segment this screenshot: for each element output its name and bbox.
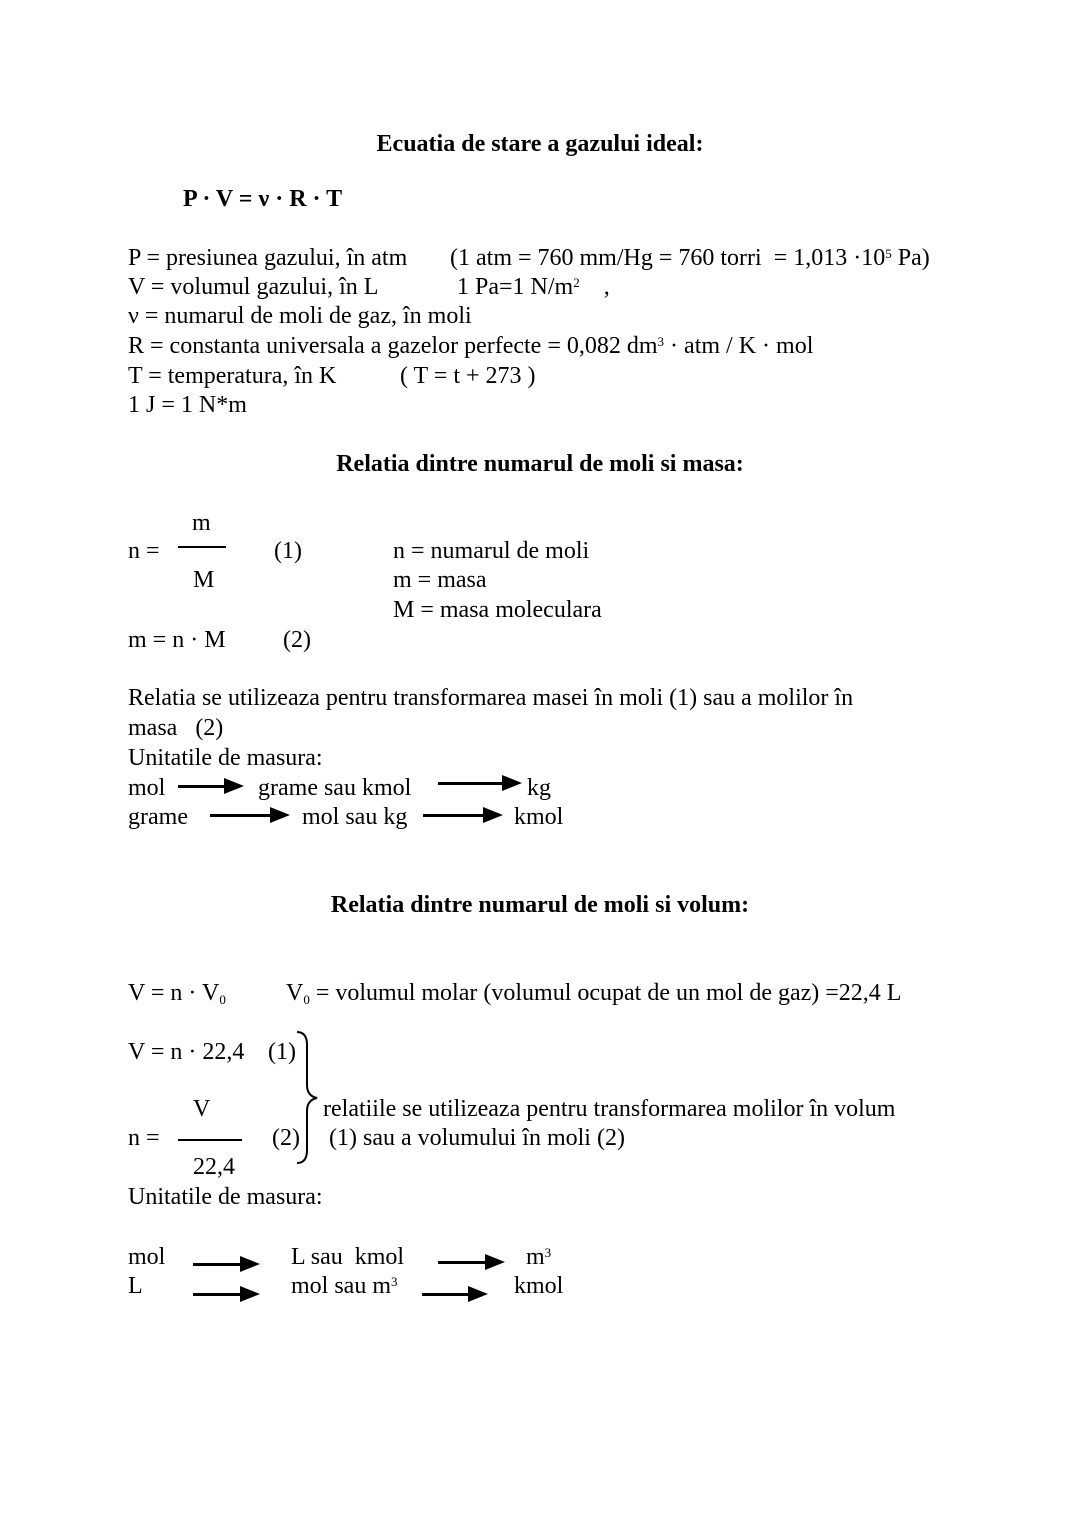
frac-lhs-n: n = xyxy=(128,538,160,564)
arrow-right-icon xyxy=(193,1256,260,1272)
def-t: T = temperatura, în K xyxy=(128,363,337,389)
def-p-note: (1 atm = 760 mm/Hg = 760 torri = $1,013 \cdot 10^5$ Pa) xyxy=(450,245,930,271)
def-r: R = constanta universala a gazelor perfecte = 0,082 $dm^3$ · atm / K · mol xyxy=(128,333,814,359)
arrow-right-icon xyxy=(438,1254,505,1270)
heading-moles-volume: Relatia dintre numarul de moli si volum: xyxy=(330,892,750,918)
arrow-right-icon xyxy=(178,778,244,794)
frac-lhs-n: n = xyxy=(128,1125,160,1151)
unit-kmol: kmol xyxy=(514,1273,564,1299)
ideal-gas-equation: P · V = ν · R · T xyxy=(183,186,343,212)
unit-mol: mol xyxy=(128,775,166,801)
def-M: M = masa moleculara xyxy=(393,597,602,623)
frac-numerator-v: V xyxy=(193,1096,211,1122)
unit-kmol: kmol xyxy=(514,804,564,830)
label-1: (1) xyxy=(274,538,302,564)
arrow-right-icon xyxy=(423,807,503,823)
unit-grame: grame xyxy=(128,804,188,830)
frac-numerator-m: m xyxy=(192,510,211,536)
volume-units-label: Unitatile de masura: xyxy=(128,1184,323,1210)
unit-mol-m3: mol sau $m^3$ xyxy=(291,1273,398,1299)
arrow-right-icon xyxy=(422,1286,488,1302)
def-v0: $V_0$ = volumul molar (volumul ocupat de un mol de gaz) =22,4 L xyxy=(286,980,902,1007)
mass-text-2: masa (2) xyxy=(128,715,224,741)
def-nu: ν = numarul de moli de gaz, în moli xyxy=(128,303,472,329)
frac-denominator-M: M xyxy=(193,567,215,593)
unit-kg: kg xyxy=(527,775,551,801)
arrow-right-icon xyxy=(438,775,522,791)
volume-note-1: relatiile se utilizeaza pentru transformarea molilor în volum xyxy=(323,1096,896,1122)
def-v: V = volumul gazului, în L xyxy=(128,274,379,300)
eq-v-22-4: V = n · 22,4 xyxy=(128,1039,245,1065)
label-2: (2) xyxy=(283,627,311,653)
heading-moles-mass: Relatia dintre numarul de moli si masa: xyxy=(336,451,744,477)
fraction-bar xyxy=(178,546,226,548)
eq-v-n-v0: $V = n \cdot V_0$ xyxy=(128,980,226,1007)
def-p: P = presiunea gazului, în atm xyxy=(128,245,408,271)
unit-grame-kmol: grame sau kmol xyxy=(258,775,412,801)
def-joule: 1 J = 1 N*m xyxy=(128,392,247,418)
unit-mol-kg: mol sau kg xyxy=(302,804,408,830)
arrow-right-icon xyxy=(193,1286,260,1302)
def-m: m = masa xyxy=(393,567,487,593)
unit-m3: $m^3$ xyxy=(526,1244,552,1270)
def-v-note: 1 Pa=1 $N/m^2$ , xyxy=(457,274,610,300)
label-1: (1) xyxy=(268,1039,296,1065)
unit-mol: mol xyxy=(128,1244,166,1270)
label-2: (2) xyxy=(272,1125,300,1151)
frac-denominator-22-4: 22,4 xyxy=(193,1154,235,1180)
eq-m: m = n · M xyxy=(128,627,226,653)
heading-ideal-gas: Ecuatia de stare a gazului ideal: xyxy=(376,131,704,157)
unit-l: L xyxy=(128,1273,143,1299)
def-t-note: ( T = t + 273 ) xyxy=(400,363,536,389)
unit-l-kmol: L sau kmol xyxy=(291,1244,405,1270)
arrow-right-icon xyxy=(210,807,290,823)
mass-text-1: Relatia se utilizeaza pentru transformarea masei în moli (1) sau a molilor în xyxy=(128,685,854,711)
fraction-bar xyxy=(178,1139,242,1141)
volume-note-2: (1) sau a volumului în moli (2) xyxy=(329,1125,625,1151)
mass-units-label: Unitatile de masura: xyxy=(128,745,323,771)
def-n: n = numarul de moli xyxy=(393,538,590,564)
